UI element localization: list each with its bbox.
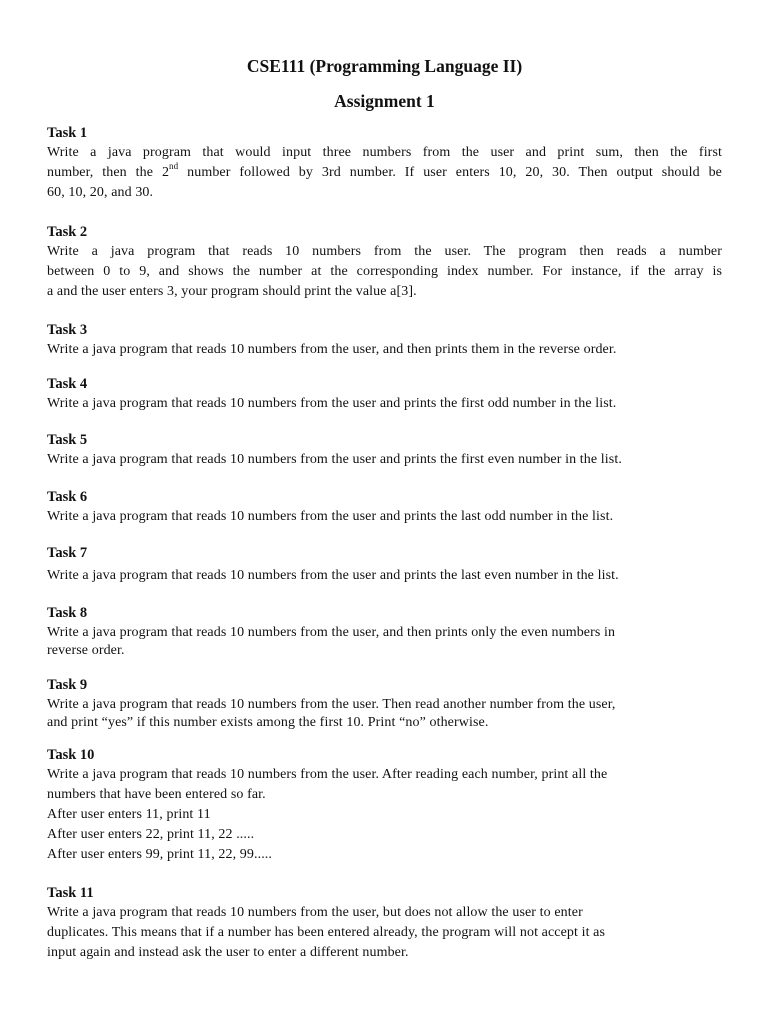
task-line: duplicates. This means that if a number has been entered already, the program will not accept it as (47, 925, 606, 940)
task-9 (47, 675, 722, 733)
task-line: Write a java program that reads 10 numbers from the user. Then read another number from the user, (47, 697, 616, 712)
task-5 (47, 430, 722, 470)
task-line (47, 163, 722, 183)
task-line: and print “yes” if this number exists among the first 10. Print “no” otherwise. (47, 715, 489, 730)
task-line: a and the user enters 3, your program should print the value a[3]. (47, 284, 417, 299)
task-description (47, 695, 722, 733)
task-description (47, 340, 722, 360)
task-line: Write a java program that reads 10 numbers from the user, and then prints only the even numbers in (47, 625, 616, 640)
task-line: After user enters 11, print 11 (47, 807, 211, 822)
task-heading: Task 8 (47, 605, 88, 621)
task-description (47, 623, 722, 661)
task-line: between 0 to 9, and shows the number at the corresponding index number. For instance, if the array is (47, 264, 722, 279)
assignment-title: Assignment 1 (334, 91, 435, 111)
task-description (47, 394, 722, 414)
task-4 (47, 374, 722, 414)
task-heading: Task 5 (47, 432, 88, 448)
task-description (47, 765, 722, 865)
task-heading: Task 3 (47, 322, 88, 338)
task-heading: Task 11 (47, 885, 94, 901)
task-2 (47, 222, 722, 302)
task-description (47, 450, 722, 470)
task-description (47, 903, 722, 963)
task-heading: Task 10 (47, 747, 95, 763)
task-7 (47, 543, 722, 586)
task-line-part: number followed by 3rd number. If user enters 10, 20, 30. Then output should be (178, 165, 722, 180)
task-line: Write a java program that reads 10 numbers from the user and prints the last even number in the list. (47, 568, 619, 583)
task-line: Write a java program that reads 10 numbers from the user and prints the first even number in the list. (47, 452, 622, 467)
task-line: After user enters 22, print 11, 22 ..... (47, 827, 255, 842)
document-page (47, 0, 722, 1024)
course-title: CSE111 (Programming Language II) (246, 56, 523, 76)
task-line: Write a java program that reads 10 numbers from the user. After reading each number, print all the (47, 767, 608, 782)
task-line: Write a java program that reads 10 numbers from the user and prints the last odd number in the list. (47, 509, 614, 524)
task-line: reverse order. (47, 643, 125, 658)
task-line: Write a java program that reads 10 numbers from the user, and then prints them in the reverse order. (47, 342, 617, 357)
task-heading: Task 2 (47, 224, 88, 240)
task-line: Write a java program that reads 10 numbers from the user, but does not allow the user to enter (47, 905, 583, 920)
task-description (47, 143, 722, 203)
task-line: 60, 10, 20, and 30. (47, 185, 154, 200)
task-11 (47, 883, 722, 963)
task-line: Write a java program that would input three numbers from the user and print sum, then the first (47, 145, 722, 160)
task-line: Write a java program that reads 10 numbers from the user and prints the first odd number in the list. (47, 396, 617, 411)
task-line: input again and instead ask the user to enter a different number. (47, 945, 409, 960)
task-line: numbers that have been entered so far. (47, 787, 266, 802)
task-6 (47, 487, 722, 527)
task-heading: Task 6 (47, 489, 88, 505)
task-heading: Task 7 (47, 545, 88, 561)
task-description (47, 507, 722, 527)
task-8 (47, 603, 722, 661)
task-line: Write a java program that reads 10 numbers from the user. The program then reads a number (47, 244, 722, 259)
task-3 (47, 320, 722, 360)
task-heading: Task 4 (47, 376, 88, 392)
task-line-part: number, then the 2 (47, 165, 170, 180)
task-description (47, 566, 722, 586)
task-heading: Task 1 (47, 125, 88, 141)
task-heading: Task 9 (47, 677, 88, 693)
task-description (47, 242, 722, 302)
task-line: After user enters 99, print 11, 22, 99..... (47, 847, 273, 862)
ordinal-superscript: nd (169, 161, 179, 172)
task-10 (47, 745, 722, 865)
task-1 (47, 123, 722, 203)
